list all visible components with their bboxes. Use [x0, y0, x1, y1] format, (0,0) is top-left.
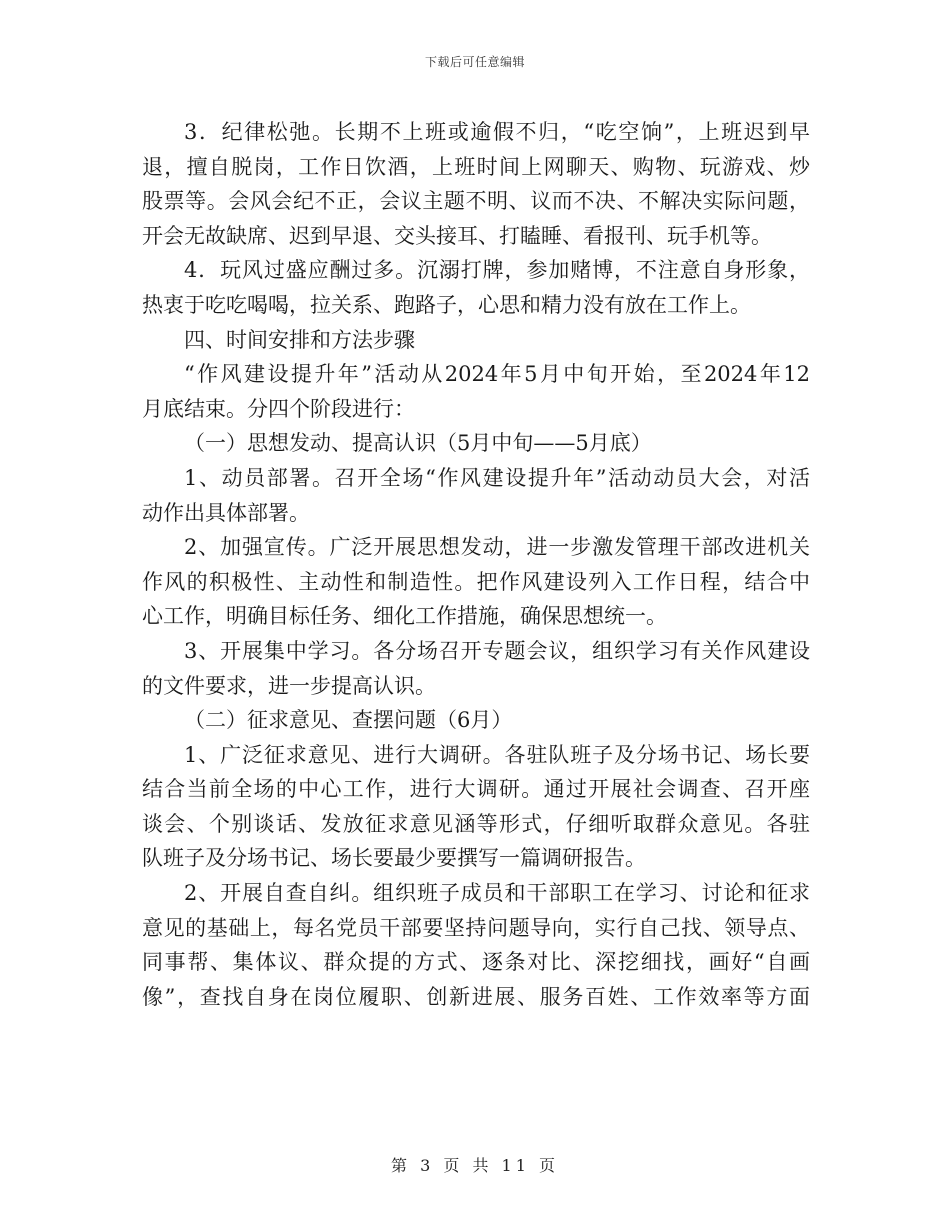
text-line: 谈会、个别谈话、发放征求意见涵等形式，仔细听取群众意见。各驻 [142, 811, 810, 836]
text-line: 心工作，明确目标任务、细化工作措施，确保思想统一。 [142, 604, 667, 629]
text-line: 开会无故缺席、迟到早退、交头接耳、打瞌睡、看报刊、玩手机等。 [142, 223, 772, 248]
text-line: 2、开展自查自纠。组织班子成员和干部职工在学习、讨论和征求 [184, 881, 810, 906]
text-line: 退，擅自脱岗，工作日饮酒，上班时间上网聊天、购物、玩游戏、炒 [142, 154, 810, 179]
text-line: 4．玩风过盛应酬过多。沉溺打牌，参加赌博，不注意自身形象， [184, 258, 810, 283]
text-line: 1、动员部署。召开全场“作风建设提升年”活动动员大会，对活 [184, 465, 810, 490]
text-line: 2、加强宣传。广泛开展思想发动，进一步激发管理干部改进机关 [184, 535, 810, 560]
text-line: 四、时间安排和方法步骤 [184, 327, 415, 352]
text-line: “作风建设提升年”活动从2024年5月中旬开始，至2024年12 [184, 362, 810, 387]
text-line: 结合当前全场的中心工作，进行大调研。通过开展社会调查、召开座 [142, 777, 810, 802]
text-line: （一）思想发动、提高认识（5月中旬——5月底） [184, 431, 652, 456]
text-line: 股票等。会风会纪不正，会议主题不明、议而不决、不解决实际问题， [142, 189, 810, 214]
text-line: 作风的积极性、主动性和制造性。把作风建设列入工作日程，结合中 [142, 569, 810, 594]
text-line: 的文件要求，进一步提高认识。 [142, 673, 436, 698]
text-line: 队班子及分场书记、场长要最少要撰写一篇调研报告。 [142, 846, 646, 871]
text-line: 月底结束。分四个阶段进行： [142, 396, 415, 421]
text-line: 1、广泛征求意见、进行大调研。各驻队班子及分场书记、场长要 [184, 742, 810, 767]
text-line: （二）征求意见、查摆问题（6月） [184, 708, 513, 733]
text-line: 像”，查找自身在岗位履职、创新进展、服务百姓、工作效率等方面 [142, 984, 810, 1009]
text-line: 意见的基础上，每名党员干部要坚持问题导向，实行自己找、领导点、 [142, 915, 810, 940]
text-line: 热衷于吃吃喝喝，拉关系、跑路子，心思和精力没有放在工作上。 [142, 292, 751, 317]
text-line: 同事帮、集体议、群众提的方式、逐条对比、深挖细找，画好“自画 [142, 950, 810, 975]
text-line: 动作出具体部署。 [142, 500, 310, 525]
document-body [142, 115, 810, 1014]
page-footer: 第 3 页 共 11 页 [391, 1156, 559, 1175]
text-line: 3．纪律松弛。长期不上班或逾假不归，“吃空饷”，上班迟到早 [184, 120, 810, 144]
page-header: 下载后可任意编辑 [424, 55, 525, 69]
text-line: 3、开展集中学习。各分场召开专题会议，组织学习有关作风建设 [184, 638, 810, 663]
